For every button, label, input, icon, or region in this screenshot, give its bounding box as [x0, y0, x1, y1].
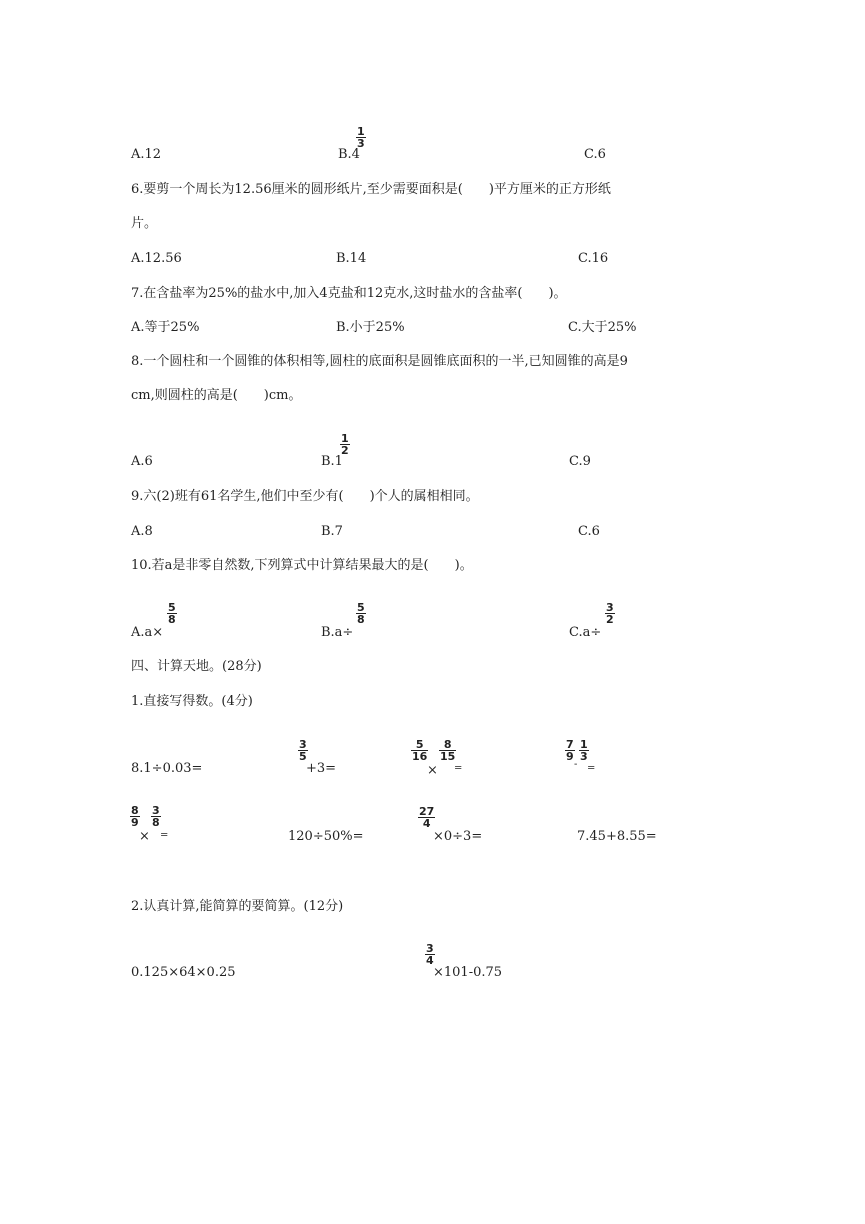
q7-question: 7.在含盐率为25%的盐水中,加入4克盐和12克水,这时盐水的含盐率( )。 [131, 286, 567, 301]
fraction-numerator: 5 [357, 601, 365, 614]
fraction-denominator: 9 [131, 816, 139, 829]
q7-option-c: C.大于25% [568, 320, 637, 335]
fraction-numerator: 3 [152, 804, 160, 817]
fraction-denominator: 4 [418, 817, 435, 829]
q9-option-a: A.8 [131, 524, 153, 539]
q9-option-b: B.7 [321, 524, 343, 539]
fraction-numerator: 1 [580, 738, 588, 751]
fraction-denominator: 2 [341, 444, 349, 457]
fraction-numerator: 5 [168, 601, 176, 614]
q10-option-c: C.a÷ [569, 625, 602, 640]
q10-option-b: B.a÷ [321, 625, 354, 640]
q5-option-a: A.12 [131, 147, 162, 162]
calc-expression-5-fraction-b [151, 805, 161, 828]
q5-option-b: B.4 [338, 147, 360, 162]
q8-question-line1: 8.一个圆柱和一个圆锥的体积相等,圆柱的底面积是圆锥底面积的一半,已知圆锥的高是9 [131, 354, 628, 369]
q8-option-c: C.9 [569, 454, 591, 469]
calc-expression-7-rest: ×0÷3= [433, 829, 483, 844]
q8-question-line2: cm,则圆柱的高是( )cm。 [131, 388, 302, 403]
fraction-numerator: 7 [566, 738, 574, 751]
calc-expression-8: 7.45+8.55= [577, 829, 657, 844]
q6-option-b: B.14 [336, 251, 367, 266]
calc-expression-3-equals: = [454, 763, 463, 774]
q9-question: 9.六(2)班有61名学生,他们中至少有( )个人的属相相同。 [131, 489, 479, 504]
q6-option-c: C.16 [578, 251, 609, 266]
calc-expression-4-fraction-b [579, 739, 589, 762]
calc-expression-3-operator: × [427, 763, 438, 778]
fraction-numerator: 3 [299, 738, 307, 751]
calc-expression-3-fraction-b [439, 739, 456, 762]
q6-question-line2: 片。 [131, 216, 158, 231]
calc-expression-7-fraction [418, 806, 435, 829]
q8-option-b: B.1 [321, 454, 343, 469]
q10-question: 10.若a是非零自然数,下列算式中计算结果最大的是( )。 [131, 558, 473, 573]
q7-option-a: A.等于25% [131, 320, 200, 335]
calc-expression-1: 8.1÷0.03= [131, 761, 203, 776]
fraction-numerator: 5 [415, 738, 424, 751]
q8-option-a: A.6 [131, 454, 153, 469]
fraction-denominator: 16 [412, 750, 428, 763]
fraction-denominator: 8 [357, 613, 365, 626]
calc-expression-6: 120÷50%= [288, 829, 364, 844]
fraction-numerator: 1 [357, 125, 365, 138]
q9-option-c: C.6 [578, 524, 600, 539]
calc-expression-2-rest: +3= [306, 761, 337, 776]
fraction-denominator: 15 [440, 750, 456, 763]
q6-question-line1: 6.要剪一个周长为12.56厘米的圆形纸片,至少需要面积是( )平方厘米的正方形纸 [131, 182, 611, 197]
fraction-denominator: 8 [168, 613, 176, 626]
fraction-numerator: 3 [606, 601, 614, 614]
calc-expression-5-operator: × [139, 829, 150, 844]
calc-expression-4-operator: - [574, 759, 578, 770]
q5-option-c: C.6 [584, 147, 606, 162]
calc-expression-3-fraction-a [411, 739, 428, 762]
fraction-numerator: 3 [426, 942, 434, 955]
q6-option-a: A.12.56 [131, 251, 182, 266]
calc-expression-5-fraction-a [130, 805, 140, 828]
fraction-denominator: 9 [566, 750, 574, 763]
part2-title: 2.认真计算,能简算的要简算。(12分) [131, 899, 344, 914]
fraction-numerator: 27 [419, 805, 435, 818]
q10-option-a: A.a× [131, 625, 164, 640]
fraction-numerator: 8 [443, 738, 452, 751]
calc-expression-2-fraction [298, 739, 308, 762]
fraction-numerator: 1 [341, 432, 349, 445]
fraction-denominator: 2 [606, 613, 614, 626]
part1-title: 1.直接写得数。(4分) [131, 694, 253, 709]
fraction-denominator: 3 [357, 137, 365, 150]
q10-option-b-fraction [356, 602, 366, 625]
fraction-denominator: 3 [580, 750, 588, 763]
calc-expression-4-equals: = [587, 763, 596, 774]
q10-option-a-fraction [167, 602, 177, 625]
calc-expression-10-fraction [425, 943, 435, 966]
q5-option-b-fraction [356, 126, 366, 149]
fraction-denominator: 5 [299, 750, 307, 763]
q8-option-b-fraction [340, 433, 350, 456]
calc-expression-10-rest: ×101-0.75 [433, 965, 503, 980]
fraction-denominator: 8 [152, 816, 160, 829]
calc-expression-9: 0.125×64×0.25 [131, 965, 236, 980]
q7-option-b: B.小于25% [336, 320, 405, 335]
q10-option-c-fraction [605, 602, 615, 625]
fraction-numerator: 8 [131, 804, 139, 817]
calc-expression-5-equals: = [160, 830, 169, 841]
fraction-denominator: 4 [426, 954, 434, 967]
section-title: 四、计算天地。(28分) [131, 659, 262, 674]
